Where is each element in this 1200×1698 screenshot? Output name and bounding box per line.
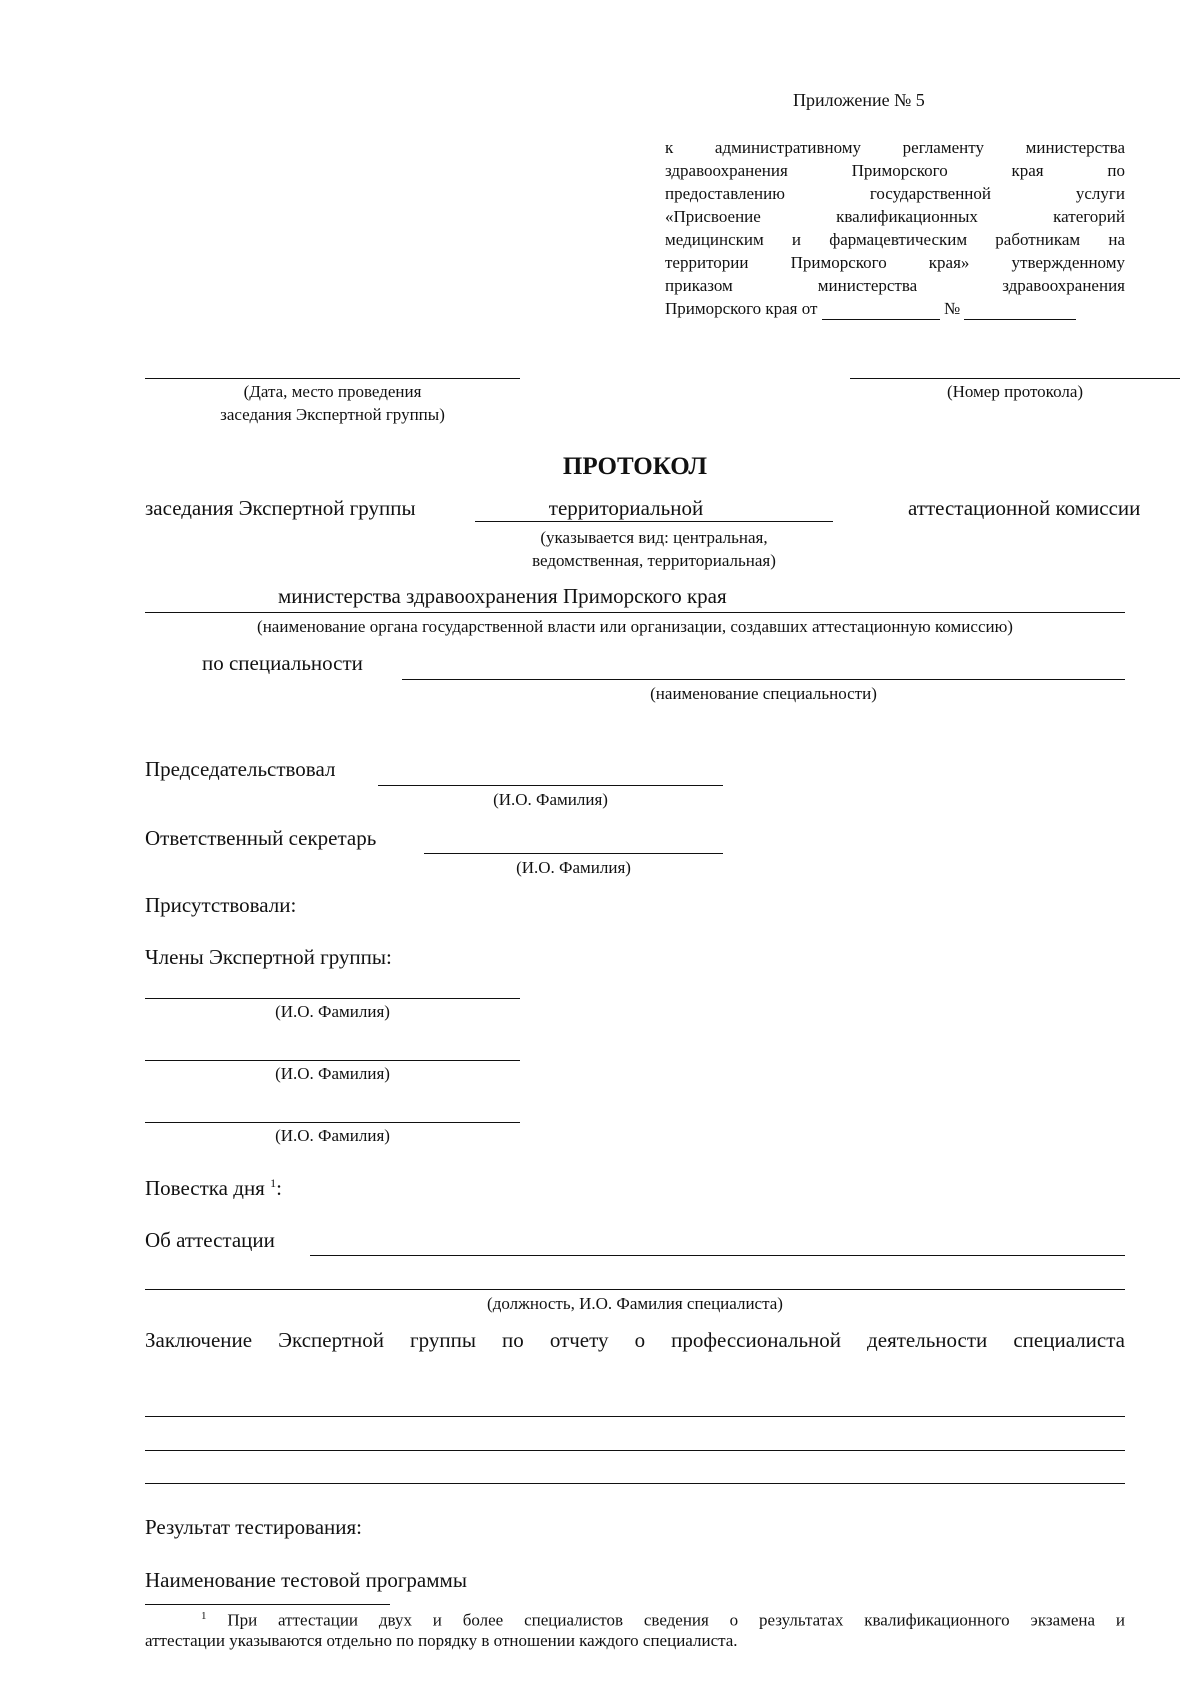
chaired-line <box>378 785 723 786</box>
order-date-blank <box>822 299 940 320</box>
order-number-blank <box>964 299 1076 320</box>
appendix-line: к административному регламенту министерства <box>665 138 1125 157</box>
appendix-line: предоставлению государственной услуги <box>665 184 1125 203</box>
order-number-sign: № <box>943 299 961 318</box>
conclusion-line <box>145 1416 1125 1417</box>
agenda-label-suffix: : <box>276 1176 282 1200</box>
member-caption: (И.О. Фамилия) <box>275 1002 390 1021</box>
conclusion-line <box>145 1450 1125 1451</box>
footnote-separator <box>145 1604 390 1605</box>
date-place-line <box>145 378 520 379</box>
test-program-label: Наименование тестовой программы <box>145 1568 467 1592</box>
appendix-order-prefix: Приморского края от <box>665 299 818 318</box>
appendix-order-line <box>665 299 1076 320</box>
appendix-title: Приложение № 5 <box>793 90 925 110</box>
attestation-caption: (должность, И.О. Фамилия специалиста) <box>487 1294 783 1313</box>
secretary-caption: (И.О. Фамилия) <box>516 858 631 877</box>
specialty-label: по специальности <box>202 651 363 675</box>
member-caption: (И.О. Фамилия) <box>275 1126 390 1145</box>
agenda-footnote-mark: 1 <box>270 1176 277 1190</box>
members-label: Члены Экспертной группы: <box>145 945 392 969</box>
commission-type-caption: ведомственная, территориальная) <box>532 551 776 570</box>
chaired-label: Председательствовал <box>145 757 336 781</box>
footnote-line-1 <box>145 1610 1125 1631</box>
agenda-label-text: Повестка дня <box>145 1176 265 1200</box>
commission-type-field <box>475 496 833 522</box>
footnote-mark: 1 <box>201 1610 207 1622</box>
appendix-line: медицинским и фармацевтическим работникам на <box>665 230 1125 249</box>
organization-value: министерства здравоохранения Приморского края <box>278 584 727 608</box>
secretary-label: Ответственный секретарь <box>145 826 377 850</box>
appendix-line: «Присвоение квалификационных категорий <box>665 207 1125 226</box>
specialty-line <box>402 679 1125 680</box>
date-place-caption: (Дата, место проведения <box>243 382 422 401</box>
appendix-line: территории Приморского края» утвержденному <box>665 253 1125 272</box>
appendix-line: приказом министерства здравоохранения <box>665 276 1125 295</box>
organization-field <box>145 584 1125 613</box>
footnote-line-2: аттестации указываются отдельно по порядку в отношении каждого специалиста. <box>145 1630 738 1650</box>
attestation-line-2 <box>145 1289 1125 1290</box>
commission-type-caption: (указывается вид: центральная, <box>540 528 768 547</box>
attestation-label: Об аттестации <box>145 1228 275 1252</box>
footnote <box>145 1610 1125 1651</box>
chaired-caption: (И.О. Фамилия) <box>493 790 608 809</box>
testing-result-label: Результат тестирования: <box>145 1515 362 1539</box>
conclusion-line <box>145 1483 1125 1484</box>
member-line <box>145 998 520 999</box>
agenda-label <box>145 1176 282 1201</box>
member-line <box>145 1060 520 1061</box>
meeting-suffix: аттестационной комиссии <box>908 496 1141 520</box>
attestation-line <box>310 1255 1125 1256</box>
meeting-prefix: заседания Экспертной группы <box>145 496 416 520</box>
protocol-title: ПРОТОКОЛ <box>562 453 708 480</box>
specialty-caption: (наименование специальности) <box>650 684 877 703</box>
protocol-number-line <box>850 378 1180 379</box>
present-label: Присутствовали: <box>145 893 297 917</box>
protocol-number-caption: (Номер протокола) <box>946 382 1084 401</box>
date-place-caption: заседания Экспертной группы) <box>220 405 445 424</box>
member-line <box>145 1122 520 1123</box>
footnote-text-1: При аттестации двух и более специалистов сведения о результатах квалификационного экзамена и <box>227 1610 1125 1630</box>
organization-caption: (наименование органа государственной власти или организации, создавших аттестационную комиссию) <box>257 617 1013 636</box>
secretary-line <box>424 853 723 854</box>
commission-type-value: территориальной <box>548 496 704 520</box>
conclusion-text: Заключение Экспертной группы по отчету о профессиональной деятельности специалиста <box>145 1328 1125 1352</box>
appendix-line: здравоохранения Приморского края по <box>665 161 1125 180</box>
member-caption: (И.О. Фамилия) <box>275 1064 390 1083</box>
